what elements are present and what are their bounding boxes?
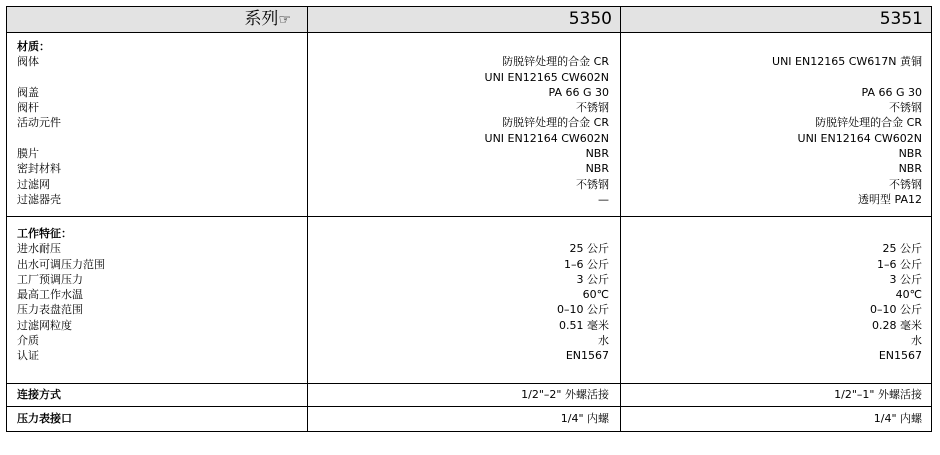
- connection-label-col: [17, 387, 297, 402]
- cell-5350: 防脱锌处理的合金 CR: [502, 116, 609, 130]
- row-label: 膜片: [17, 147, 39, 161]
- gauge-port-label: 压力表接口: [17, 412, 72, 425]
- materials-5350-values: [309, 39, 609, 207]
- cell-5351: NBR: [898, 147, 922, 161]
- row-label: 过滤器壳: [17, 192, 61, 206]
- cell-5350: 不锈钢: [576, 101, 609, 115]
- cell-5351: PA 66 G 30: [861, 85, 922, 99]
- cell-5350: 防脱锌处理的合金 CR: [502, 55, 609, 69]
- cell-5350: UNI EN12164 CW602N: [484, 131, 609, 145]
- row-label: 出水可调压力范围: [17, 257, 105, 271]
- row-divider: [7, 383, 931, 384]
- cell-5351: 1–6 公斤: [877, 257, 922, 271]
- cell-5350: 水: [598, 334, 609, 348]
- cell-5350: 0–10 公斤: [557, 303, 609, 317]
- row-label: 介质: [17, 334, 39, 348]
- cell-5350: PA 66 G 30: [548, 85, 609, 99]
- row-label: [17, 131, 297, 146]
- materials-5351-values: [622, 39, 922, 207]
- materials-title: 材质：: [17, 40, 50, 53]
- row-label: 最高工作水温: [17, 288, 83, 302]
- column-divider: [620, 7, 621, 431]
- cell-5351: 0–10 公斤: [870, 303, 922, 317]
- row-label: 活动元件: [17, 116, 61, 130]
- series-header-cell: [7, 7, 307, 32]
- performance-5350-values: [309, 226, 609, 364]
- cell-5351: 不锈钢: [889, 101, 922, 115]
- cell-5350: NBR: [585, 147, 609, 161]
- cell-5351: NBR: [898, 162, 922, 176]
- cell-5350: 25 公斤: [569, 242, 609, 256]
- cell-5350: 1–6 公斤: [564, 257, 609, 271]
- cell-5350: —: [598, 192, 609, 206]
- model-5351-header: 5351: [879, 9, 923, 29]
- row-label: 阀盖: [17, 85, 39, 99]
- cell-5350: EN1567: [565, 349, 609, 363]
- cell-5351: 1/2"–1" 外螺活接: [834, 388, 922, 401]
- cell-5351: 25 公斤: [882, 242, 922, 256]
- cell-5351: UNI EN12165 CW617N 黄铜: [772, 55, 922, 69]
- connection-label: 连接方式: [17, 388, 61, 401]
- row-divider: [7, 216, 931, 217]
- cell-5351: 3 公斤: [889, 272, 922, 286]
- row-label: [17, 70, 297, 85]
- row-divider: [7, 406, 931, 407]
- cell-5351: 0.28 毫米: [872, 318, 922, 332]
- performance-5351-values: [622, 226, 922, 364]
- row-label: 过滤网粒度: [17, 318, 72, 332]
- row-label: 阀体: [17, 55, 39, 69]
- cell-5350: NBR: [585, 162, 609, 176]
- spec-table: [6, 6, 932, 432]
- column-divider: [307, 7, 308, 431]
- cell-5351: 水: [911, 334, 922, 348]
- cell-5351: 防脱锌处理的合金 CR: [815, 116, 922, 130]
- performance-labels: [17, 226, 297, 364]
- performance-title: 工作特征：: [17, 227, 72, 240]
- cell-5351: [622, 70, 922, 85]
- row-label: 压力表盘范围: [17, 303, 83, 317]
- cell-5350: UNI EN12165 CW602N: [484, 70, 609, 84]
- row-label: 过滤网: [17, 177, 50, 191]
- gauge-port-label-col: [17, 411, 297, 426]
- hand-pointer-icon: ☞: [278, 12, 291, 28]
- cell-5351: 1/4" 内螺: [873, 412, 922, 425]
- cell-5350: 60℃: [582, 288, 609, 302]
- model-5350-header: 5350: [568, 9, 612, 29]
- cell-5351: 不锈钢: [889, 177, 922, 191]
- cell-5350: 1/2"–2" 外螺活接: [521, 388, 609, 401]
- connection-5350: [309, 387, 609, 402]
- materials-labels: [17, 39, 297, 207]
- connection-5351: [622, 387, 922, 402]
- cell-5350: 3 公斤: [576, 272, 609, 286]
- row-label: 进水耐压: [17, 242, 61, 256]
- row-label: 密封材料: [17, 162, 61, 176]
- row-label: 认证: [17, 349, 39, 363]
- row-label: 工厂预调压力: [17, 272, 83, 286]
- row-label: 阀杆: [17, 101, 39, 115]
- cell-5350: 1/4" 内螺: [560, 412, 609, 425]
- cell-5350: 0.51 毫米: [559, 318, 609, 332]
- cell-5351: 40℃: [895, 288, 922, 302]
- cell-5351: UNI EN12164 CW602N: [797, 131, 922, 145]
- cell-5351: 透明型 PA12: [858, 192, 922, 206]
- cell-5350: 不锈钢: [576, 177, 609, 191]
- cell-5351: EN1567: [878, 349, 922, 363]
- gauge-port-5351: [622, 411, 922, 426]
- series-label: 系列: [244, 9, 279, 29]
- gauge-port-5350: [309, 411, 609, 426]
